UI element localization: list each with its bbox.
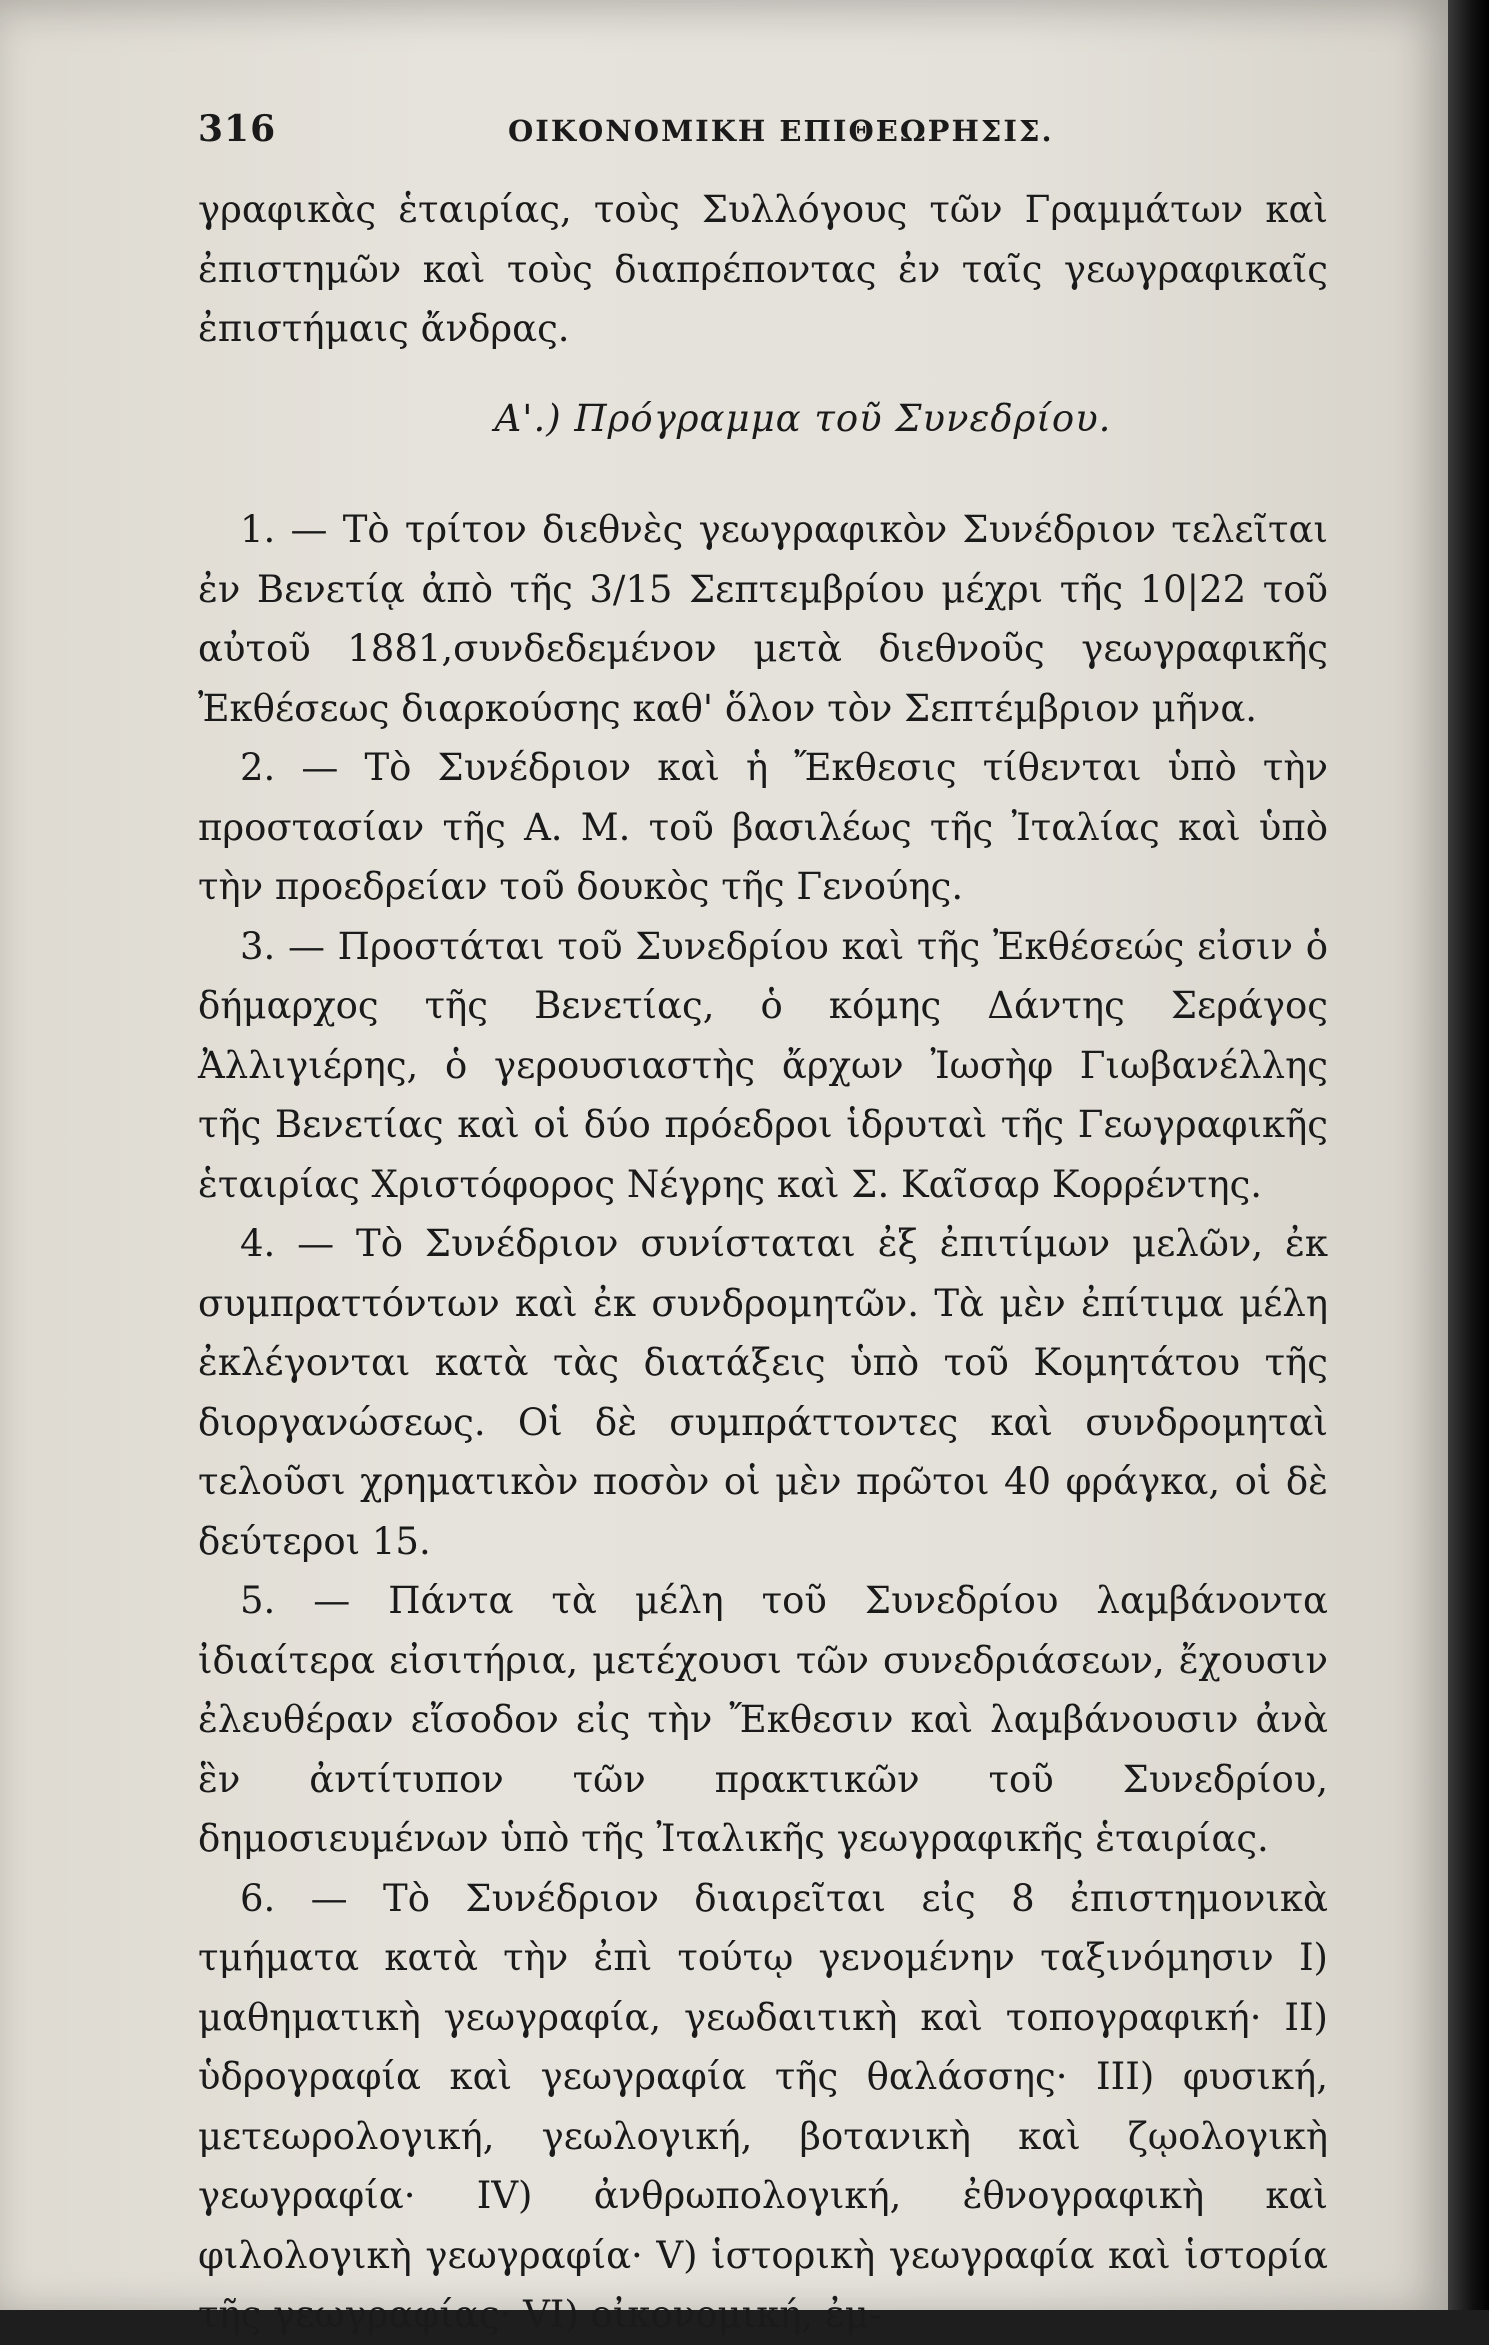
page-header bbox=[198, 108, 1338, 158]
book-spine-edge bbox=[1448, 0, 1489, 2310]
running-title: ΟΙΚΟΝΟΜΙΚΗ ΕΠΙΘΕΩΡΗΣΙΣ. bbox=[508, 114, 1054, 148]
paragraph-3: 3. — Προστάται τοῦ Συνεδρίου καὶ τῆς Ἐκθέσεώς εἰσιν ὁ δήμαρχος τῆς Βενετίας, ὁ κόμης Δάντης Σεράγος Ἀλλιγιέρης, ὁ γερουσιαστὴς ἄρχων Ἰωσὴφ Γιωβανέλλης τῆς Βενετίας καὶ οἱ δύο πρόεδροι ἱδρυταὶ τῆς Γεωγραφικῆς ἑταιρίας Χριστόφορος Νέγρης καὶ Σ. Καῖσαρ Κορρέντης. bbox=[198, 924, 1328, 1206]
page-number: 316 bbox=[198, 108, 277, 150]
section-heading: Α'.) Πρόγραμμα τοῦ Συνεδρίου. bbox=[494, 396, 1112, 440]
paragraph-5: 5. — Πάντα τὰ μέλη τοῦ Συνεδρίου λαμβάνοντα ἰδιαίτερα εἰσιτήρια, μετέχουσι τῶν συνεδριάσεων, ἔχουσιν ἐλευθέραν εἴσοδον εἰς τὴν Ἔκθεσιν καὶ λαμβάνουσιν ἀνὰ ἓν ἀντίτυπον τῶν πρακτικῶν τοῦ Συνεδρίου, δημοσιευμένων ὑπὸ τῆς Ἰταλικῆς γεωγραφικῆς ἑταιρίας. bbox=[198, 1579, 1328, 1860]
body-text bbox=[198, 180, 1328, 2345]
paragraph-4: 4. — Τὸ Συνέδριον συνίσταται ἐξ ἐπιτίμων μελῶν, ἐκ συμπραττόντων καὶ ἐκ συνδρομητῶν. Τὰ μὲν ἐπίτιμα μέλη ἐκλέγονται κατὰ τὰς διατάξεις ὑπὸ τοῦ Κομητάτου τῆς διοργανώσεως. Οἱ δὲ συμπράττοντες καὶ συνδρομηταὶ τελοῦσι χρηματικὸν ποσὸν οἱ μὲν πρῶτοι 40 φράγκα, οἱ δὲ δεύτεροι 15. bbox=[198, 1222, 1328, 1563]
paragraph-1: 1. — Τὸ τρίτον διεθνὲς γεωγραφικὸν Συνέδριον τελεῖται ἐν Βενετίᾳ ἀπὸ τῆς 3/15 Σεπτεμβρίου μέχρι τῆς 10|22 τοῦ αὐτοῦ 1881,συνδεδεμένον μετὰ διεθνοῦς γεωγραφικῆς Ἐκθέσεως διαρκούσης καθ' ὅλον τὸν Σεπτέμβριον μῆνα. bbox=[198, 508, 1328, 730]
paragraph-2: 2. — Τὸ Συνέδριον καὶ ἡ Ἔκθεσις τίθενται ὑπὸ τὴν προστασίαν τῆς Α. Μ. τοῦ βασιλέως τῆς Ἰταλίας καὶ ὑπὸ τὴν προεδρείαν τοῦ δουκὸς τῆς Γενούης. bbox=[198, 746, 1328, 908]
paragraph-6: 6. — Τὸ Συνέδριον διαιρεῖται εἰς 8 ἐπιστημονικὰ τμήματα κατὰ τὴν ἐπὶ τούτῳ γενομένην ταξινόμησιν Ι) μαθηματικὴ γεωγραφία, γεωδαιτικὴ καὶ τοπογραφική· ΙΙ) ὑδρογραφία καὶ γεωγραφία τῆς θαλάσσης· ΙΙΙ) φυσική, μετεωρολογική, γεωλογική, βοτανικὴ καὶ ζῳολογικὴ γεωγραφία· ΙV) ἀνθρωπολογική, ἐθνογραφικὴ καὶ φιλολογικὴ γεωγραφία· V) ἱστορικὴ γεωγραφία καὶ ἱστορία τῆς γεωγραφίας· VΙ) οἰκονομική, ἐμ- bbox=[198, 1876, 1328, 2336]
intro-paragraph: γραφικὰς ἑταιρίας, τοὺς Συλλόγους τῶν Γραμμάτων καὶ ἐπιστημῶν καὶ τοὺς διαπρέποντας ἐν ταῖς γεωγραφικαῖς ἐπιστήμαις ἄνδρας. bbox=[198, 188, 1328, 350]
